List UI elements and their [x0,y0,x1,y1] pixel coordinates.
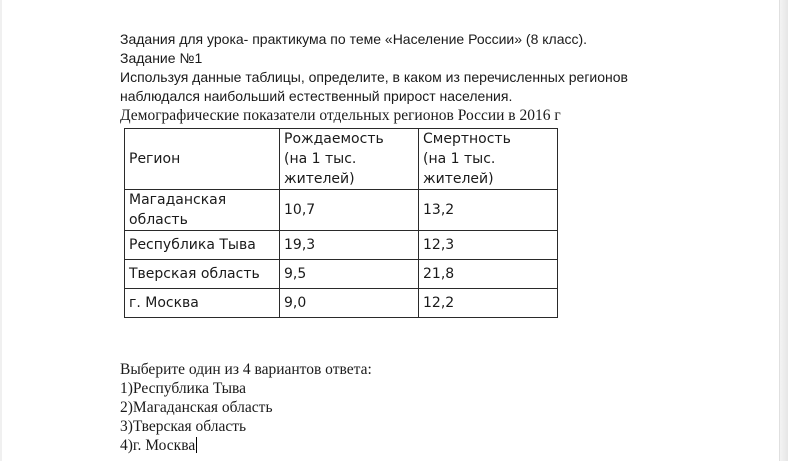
cell-births: 19,3 [280,231,419,260]
answer-option-3: 3)Тверская область [120,418,247,435]
cell-deaths: 12,3 [419,231,558,260]
answer-option-2: 2)Магаданская область [120,399,273,416]
table-row [125,289,558,318]
cell-region: Тверская область [125,260,280,289]
answer-prompt: Выберите один из 4 вариантов ответа: [120,361,372,378]
header-births-line2: (на 1 тыс. жителей) [284,151,357,187]
answer-section [120,360,680,455]
header-deaths-line2: (на 1 тыс. жителей) [423,151,496,187]
scrollbar-track[interactable] [779,0,788,461]
table-header-row [125,129,558,190]
table-caption: Демографические показатели отдельных регионов России в 2016 г [120,107,561,124]
cell-deaths: 12,2 [419,289,558,318]
header-deaths [419,129,558,190]
cell-region: г. Москва [125,289,280,318]
header-region: Регион [125,129,280,190]
cell-births: 9,5 [280,260,419,289]
header-births [280,129,419,190]
table-row [125,231,558,260]
answer-option-4: 4)г. Москва [120,437,196,454]
question-line-1: Используя данные таблицы, определите, в каком из перечисленных регионов [120,69,628,85]
table-row [125,190,558,231]
answer-option-4-line [120,436,680,455]
cell-region: Республика Тыва [125,231,280,260]
text-cursor [196,437,197,453]
lesson-title: Задания для урока- практикума по теме «Население России» (8 класс). [120,31,588,47]
task-label: Задание №1 [120,50,203,66]
cell-births: 9,0 [280,289,419,318]
header-deaths-line1: Смертность [423,131,511,147]
cell-deaths: 13,2 [419,190,558,231]
cell-births: 10,7 [280,190,419,231]
document-body[interactable] [120,30,680,455]
page-left-edge [0,0,2,461]
demographics-table [124,128,558,318]
header-births-line1: Рождаемость [284,131,384,147]
cell-region: Магаданская область [125,190,280,231]
cell-deaths: 21,8 [419,260,558,289]
answer-option-1: 1)Республика Тыва [120,380,246,397]
table-row [125,260,558,289]
question-line-2: наблюдался наибольший естественный прирост населения. [120,88,513,104]
